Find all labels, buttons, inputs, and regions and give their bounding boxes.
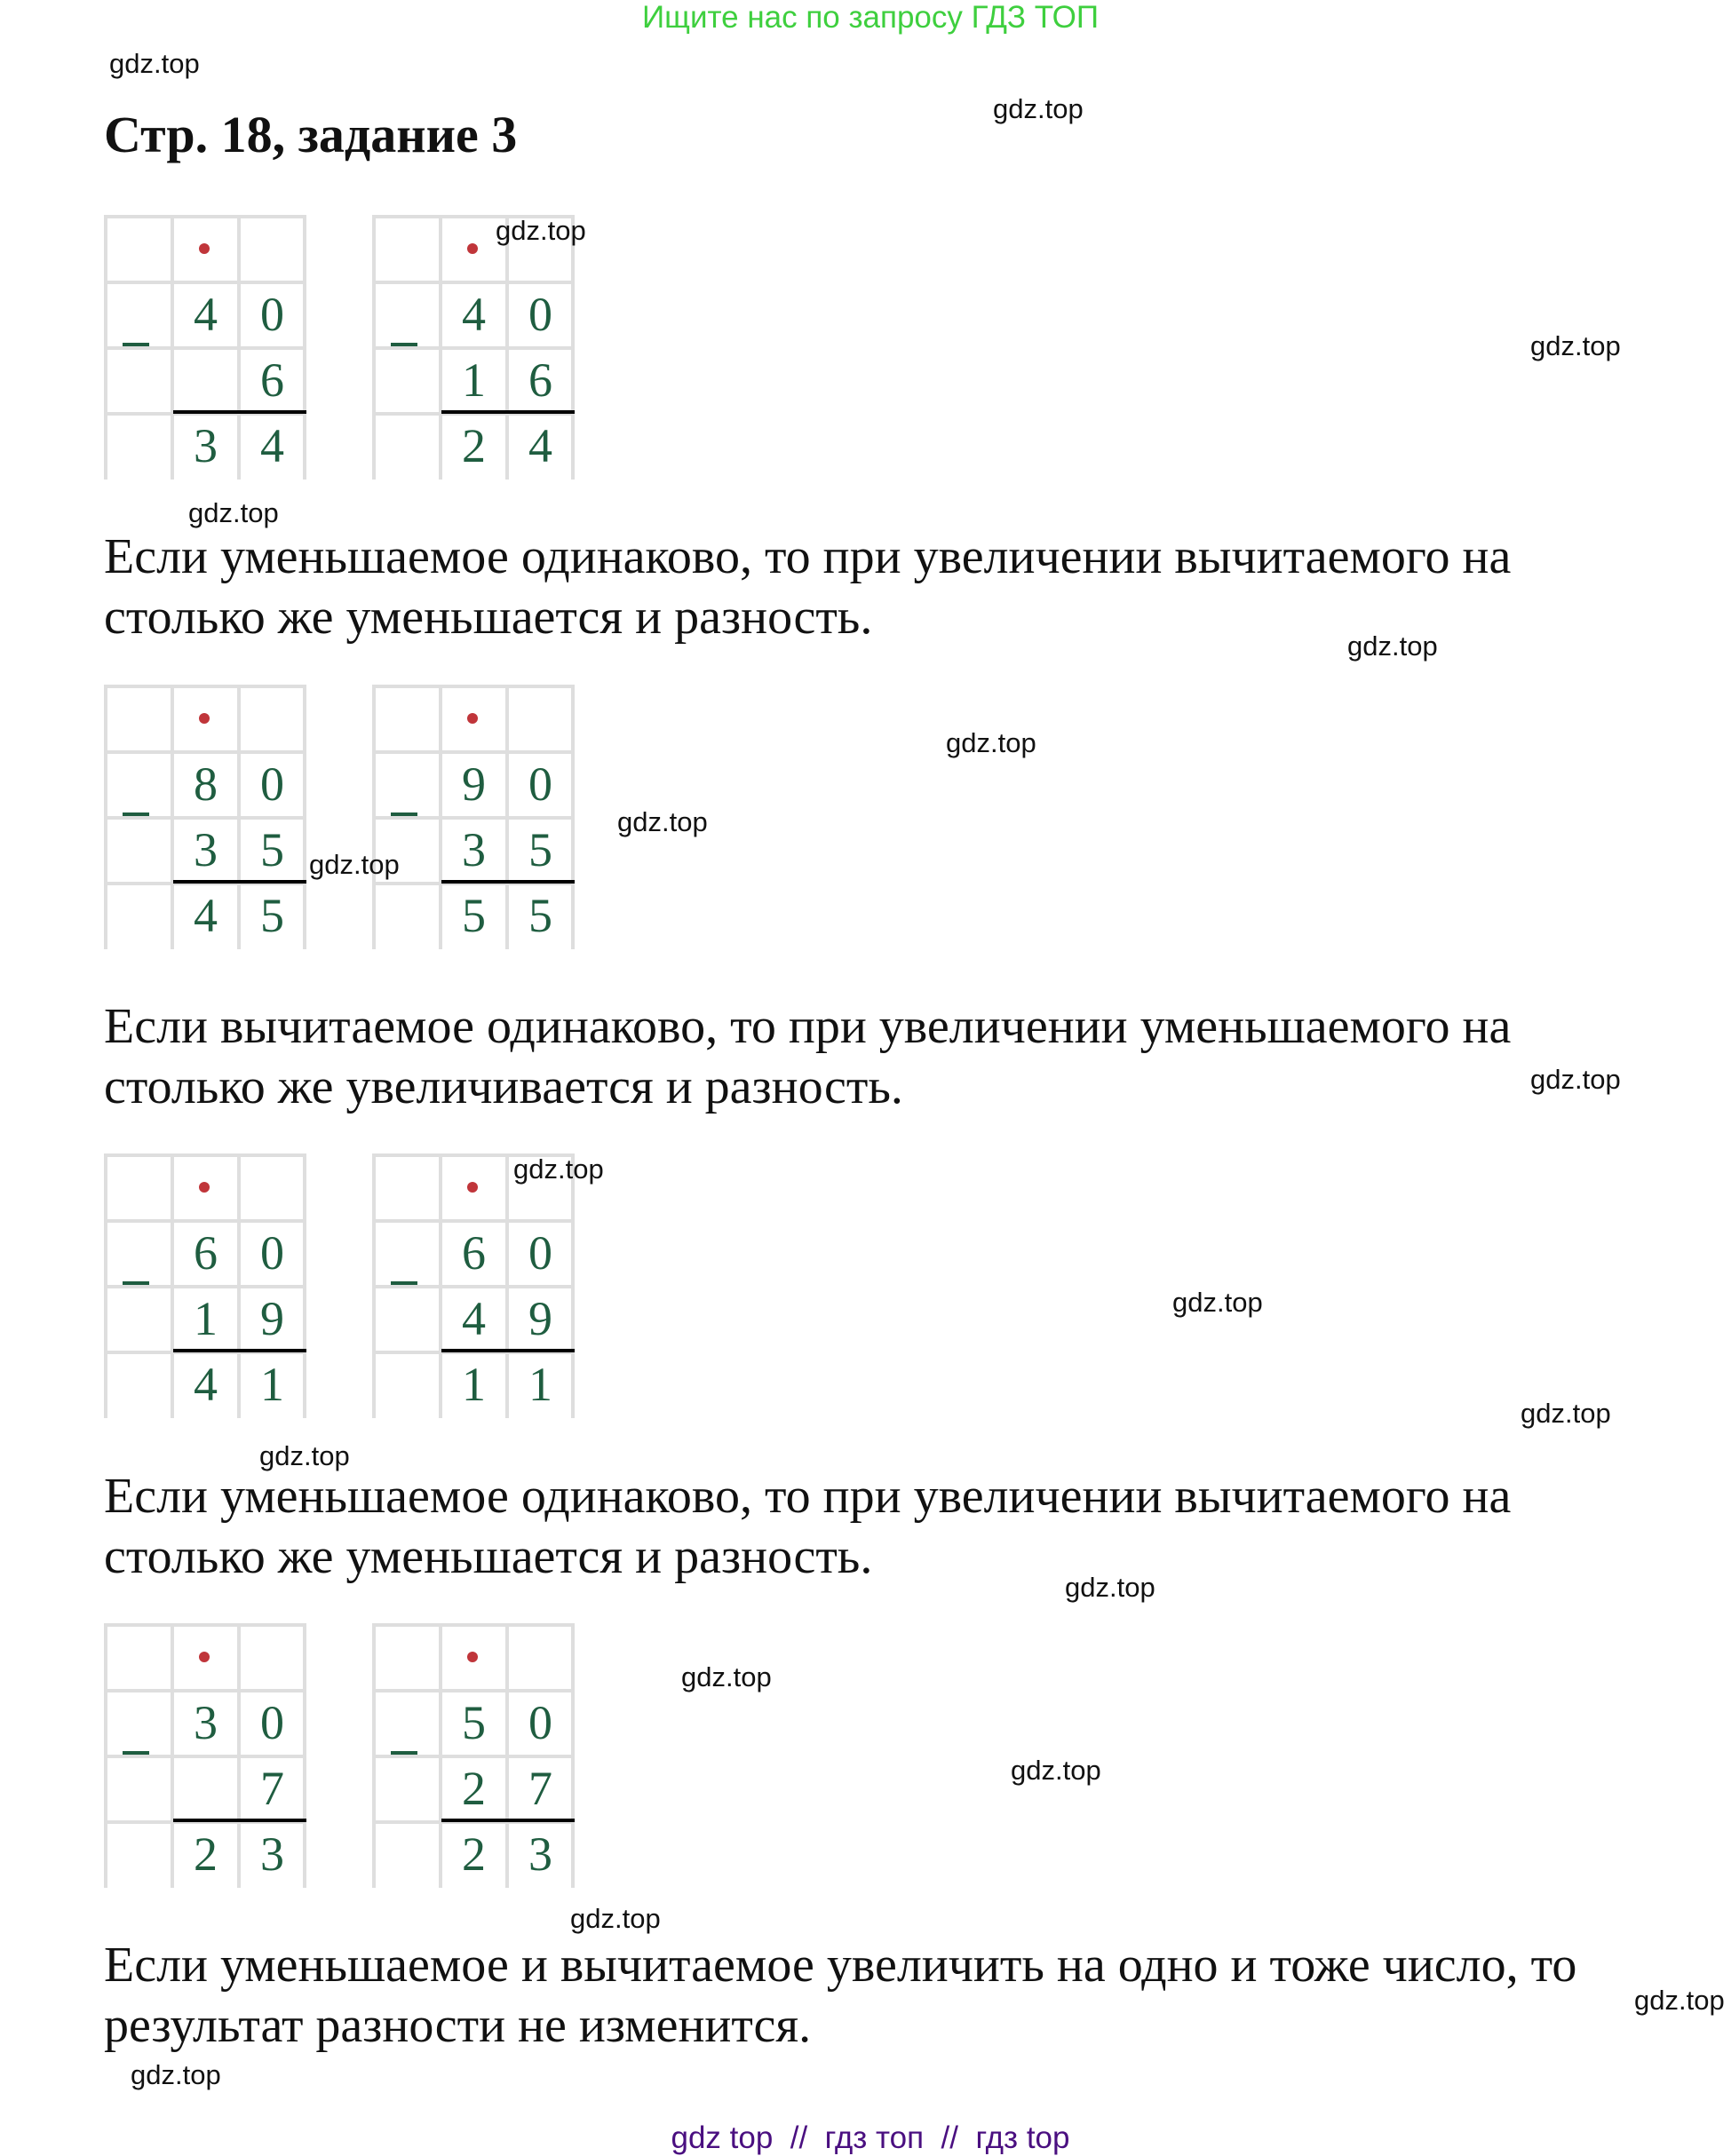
minuend-digit: 0 — [528, 1226, 552, 1280]
subtrahend-digit: 3 — [462, 823, 486, 876]
grid-line — [104, 685, 306, 688]
watermark: gdz.top — [1065, 1572, 1155, 1603]
watermark: gdz.top — [1530, 330, 1621, 361]
grid-line — [372, 1623, 575, 1627]
minuend-digit: 0 — [528, 288, 552, 341]
column-subtraction — [372, 685, 575, 949]
result-digit: 3 — [260, 1827, 284, 1881]
minus-sign-icon — [123, 1751, 149, 1755]
conclusion-text: Если уменьшаемое одинаково, то при увеличении вычитаемого на столько же уменьшается и разность. — [104, 529, 1512, 645]
result-digit: 3 — [194, 419, 218, 472]
result-digit: 5 — [462, 889, 486, 942]
result-digit: 3 — [528, 1827, 552, 1881]
subtrahend-digit: 6 — [528, 353, 552, 407]
watermark: gdz.top — [188, 497, 279, 528]
watermark: gdz.top — [1011, 1755, 1101, 1786]
watermark: gdz.top — [617, 806, 708, 837]
column-subtraction — [372, 215, 575, 480]
minuend-digit: 4 — [194, 288, 218, 341]
watermark: gdz.top — [1521, 1398, 1611, 1429]
borrow-dot-icon — [199, 713, 210, 724]
result-digit: 2 — [462, 419, 486, 472]
column-subtraction — [104, 215, 306, 480]
subtrahend-digit — [172, 348, 239, 413]
borrow-dot-icon — [467, 713, 478, 724]
result-digit: 2 — [194, 1827, 218, 1881]
minuend-digit: 0 — [260, 288, 284, 341]
minuend-digit: 5 — [462, 1696, 486, 1749]
grid-line — [104, 1153, 306, 1157]
column-subtraction — [104, 1623, 306, 1888]
grid-line — [104, 215, 306, 218]
subtrahend-digit: 3 — [194, 823, 218, 876]
grid-line — [372, 685, 575, 688]
minus-sign-icon — [391, 812, 417, 816]
result-digit: 1 — [528, 1358, 552, 1411]
borrow-dot-icon — [467, 1652, 478, 1662]
subtrahend-digit — [172, 1756, 239, 1821]
column-subtraction — [372, 1623, 575, 1888]
search-banner: Ищите нас по запросу ГДЗ ТОП — [642, 0, 1099, 35]
result-digit: 5 — [260, 889, 284, 942]
watermark: gdz.top — [570, 1903, 661, 1934]
watermark: gdz.top — [946, 727, 1036, 758]
result-digit: 1 — [462, 1358, 486, 1411]
conclusion-text: Если вычитаемое одинаково, то при увеличении уменьшаемого на столько же увеличивается и разность. — [104, 999, 1512, 1114]
subtrahend-digit: 1 — [462, 353, 486, 407]
minus-sign-icon — [391, 1281, 417, 1285]
footer-links[interactable]: gdz top // гдз топ // гдз top — [671, 2120, 1070, 2155]
minus-sign-icon — [123, 1281, 149, 1285]
minuend-digit: 8 — [194, 757, 218, 811]
watermark: gdz.top — [259, 1440, 350, 1471]
borrow-dot-icon — [199, 1652, 210, 1662]
minus-sign-icon — [123, 343, 149, 346]
minuend-digit: 4 — [462, 288, 486, 341]
result-digit: 4 — [194, 1358, 218, 1411]
minuend-digit: 3 — [194, 1696, 218, 1749]
minuend-digit: 0 — [260, 1696, 284, 1749]
minuend-digit: 6 — [194, 1226, 218, 1280]
minuend-digit: 9 — [462, 757, 486, 811]
column-subtraction — [372, 1153, 575, 1418]
watermark: gdz.top — [496, 215, 586, 246]
subtrahend-digit: 5 — [260, 823, 284, 876]
subtrahend-digit: 6 — [260, 353, 284, 407]
watermark: gdz.top — [109, 48, 200, 79]
minuend-digit: 0 — [260, 1226, 284, 1280]
minuend-digit: 0 — [528, 757, 552, 811]
subtrahend-digit: 1 — [194, 1292, 218, 1345]
result-digit: 1 — [260, 1358, 284, 1411]
result-digit: 2 — [462, 1827, 486, 1881]
subtrahend-digit: 2 — [462, 1762, 486, 1815]
watermark: gdz.top — [131, 2059, 221, 2090]
subtrahend-digit: 7 — [528, 1762, 552, 1815]
minuend-digit: 0 — [260, 757, 284, 811]
watermark: gdz.top — [1634, 1985, 1725, 2016]
subtrahend-digit: 4 — [462, 1292, 486, 1345]
column-subtraction — [104, 685, 306, 949]
conclusion-text: Если уменьшаемое одинаково, то при увеличении вычитаемого на столько же уменьшается и разность. — [104, 1469, 1512, 1584]
result-digit: 4 — [260, 419, 284, 472]
minus-sign-icon — [123, 812, 149, 816]
watermark: gdz.top — [1530, 1064, 1621, 1095]
borrow-dot-icon — [467, 243, 478, 254]
watermark: gdz.top — [513, 1153, 604, 1185]
minuend-digit: 6 — [462, 1226, 486, 1280]
subtrahend-digit: 5 — [528, 823, 552, 876]
subtrahend-digit: 9 — [260, 1292, 284, 1345]
borrow-dot-icon — [199, 243, 210, 254]
borrow-dot-icon — [467, 1182, 478, 1193]
result-digit: 4 — [194, 889, 218, 942]
watermark: gdz.top — [309, 849, 400, 880]
watermark: gdz.top — [993, 93, 1084, 124]
result-digit: 4 — [528, 419, 552, 472]
subtrahend-digit: 7 — [260, 1762, 284, 1815]
watermark: gdz.top — [1172, 1287, 1263, 1318]
minuend-digit: 0 — [528, 1696, 552, 1749]
borrow-dot-icon — [199, 1182, 210, 1193]
result-digit: 5 — [528, 889, 552, 942]
watermark: gdz.top — [681, 1661, 772, 1692]
minus-sign-icon — [391, 343, 417, 346]
page-title: Стр. 18, задание 3 — [104, 106, 518, 163]
minus-sign-icon — [391, 1751, 417, 1755]
subtrahend-digit: 9 — [528, 1292, 552, 1345]
grid-line — [104, 1623, 306, 1627]
conclusion-text: Если уменьшаемое и вычитаемое увеличить на одно и тоже число, то результат разности не изменится. — [104, 1938, 1577, 2053]
column-subtraction — [104, 1153, 306, 1418]
watermark: gdz.top — [1347, 630, 1438, 662]
